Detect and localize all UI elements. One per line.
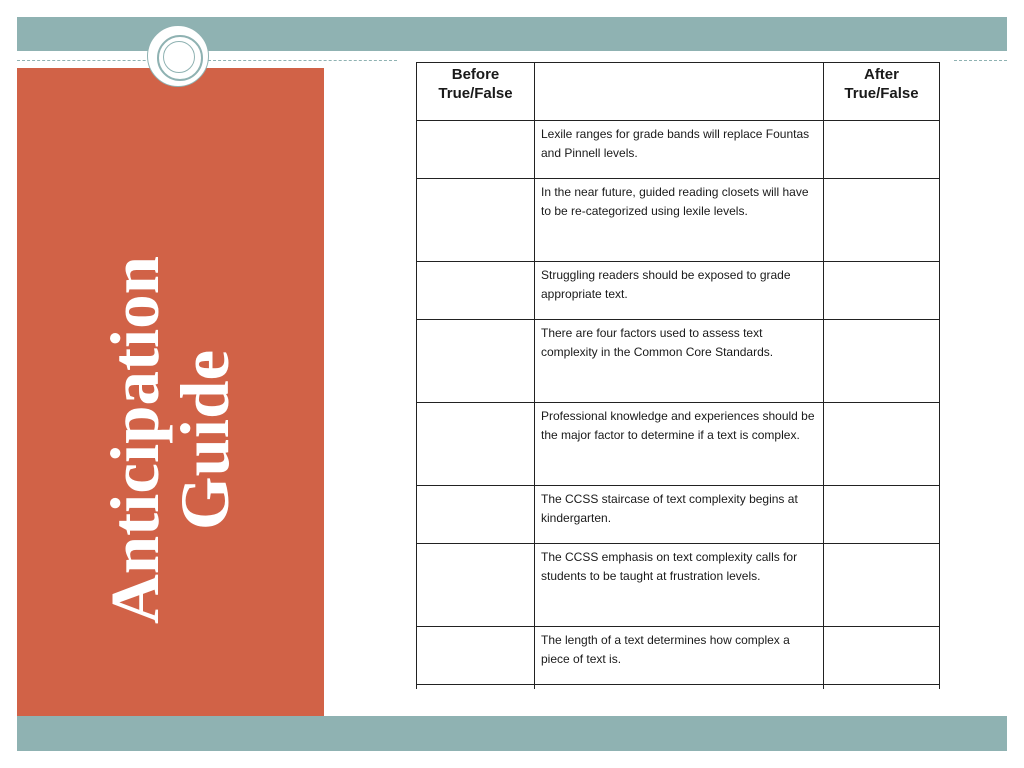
table-row <box>417 262 940 320</box>
circle-ornament-icon <box>147 25 209 87</box>
ornament-inner-ring <box>163 41 195 73</box>
slide-title-line2: Guide <box>167 349 243 531</box>
before-cell[interactable] <box>417 262 535 320</box>
before-cell[interactable] <box>417 486 535 544</box>
anticipation-guide-table <box>416 62 940 689</box>
table-row <box>417 403 940 486</box>
after-cell[interactable] <box>824 121 940 179</box>
slide <box>17 17 1007 751</box>
tail-cell <box>535 685 824 690</box>
table-row <box>417 627 940 685</box>
after-cell[interactable] <box>824 320 940 403</box>
statement-cell: Lexile ranges for grade bands will replace Fountas and Pinnell levels. <box>535 121 824 179</box>
statement-cell: The CCSS staircase of text complexity begins at kindergarten. <box>535 486 824 544</box>
table-tail-row <box>417 685 940 690</box>
statement-cell: In the near future, guided reading closets will have to be re-categorized using lexile levels. <box>535 179 824 262</box>
after-cell[interactable] <box>824 486 940 544</box>
statement-cell: The CCSS emphasis on text complexity calls for students to be taught at frustration levels. <box>535 544 824 627</box>
before-cell[interactable] <box>417 544 535 627</box>
bottom-band <box>17 716 1007 751</box>
before-cell[interactable] <box>417 403 535 486</box>
after-cell[interactable] <box>824 403 940 486</box>
ornament-ring <box>157 35 203 81</box>
before-cell[interactable] <box>417 320 535 403</box>
statement-cell: The length of a text determines how complex a piece of text is. <box>535 627 824 685</box>
statement-cell: Struggling readers should be exposed to grade appropriate text. <box>535 262 824 320</box>
tail-cell <box>417 685 535 690</box>
after-cell[interactable] <box>824 179 940 262</box>
table-header-row <box>417 63 940 121</box>
header-statement <box>535 63 824 121</box>
table-row <box>417 121 940 179</box>
statement-cell: There are four factors used to assess text complexity in the Common Core Standards. <box>535 320 824 403</box>
before-cell[interactable] <box>417 179 535 262</box>
header-before: Before True/False <box>417 63 535 121</box>
title-panel <box>17 68 324 716</box>
table-row <box>417 179 940 262</box>
after-cell[interactable] <box>824 262 940 320</box>
tail-cell <box>824 685 940 690</box>
before-cell[interactable] <box>417 121 535 179</box>
table-row <box>417 486 940 544</box>
before-cell[interactable] <box>417 627 535 685</box>
slide-title <box>97 255 243 625</box>
table-row <box>417 544 940 627</box>
statement-cell: Professional knowledge and experiences should be the major factor to determine if a text is complex. <box>535 403 824 486</box>
after-cell[interactable] <box>824 544 940 627</box>
dashed-rule-right <box>954 60 1007 61</box>
header-after: After True/False <box>824 63 940 121</box>
slide-title-line1: Anticipation <box>97 255 173 625</box>
after-cell[interactable] <box>824 627 940 685</box>
table-row <box>417 320 940 403</box>
